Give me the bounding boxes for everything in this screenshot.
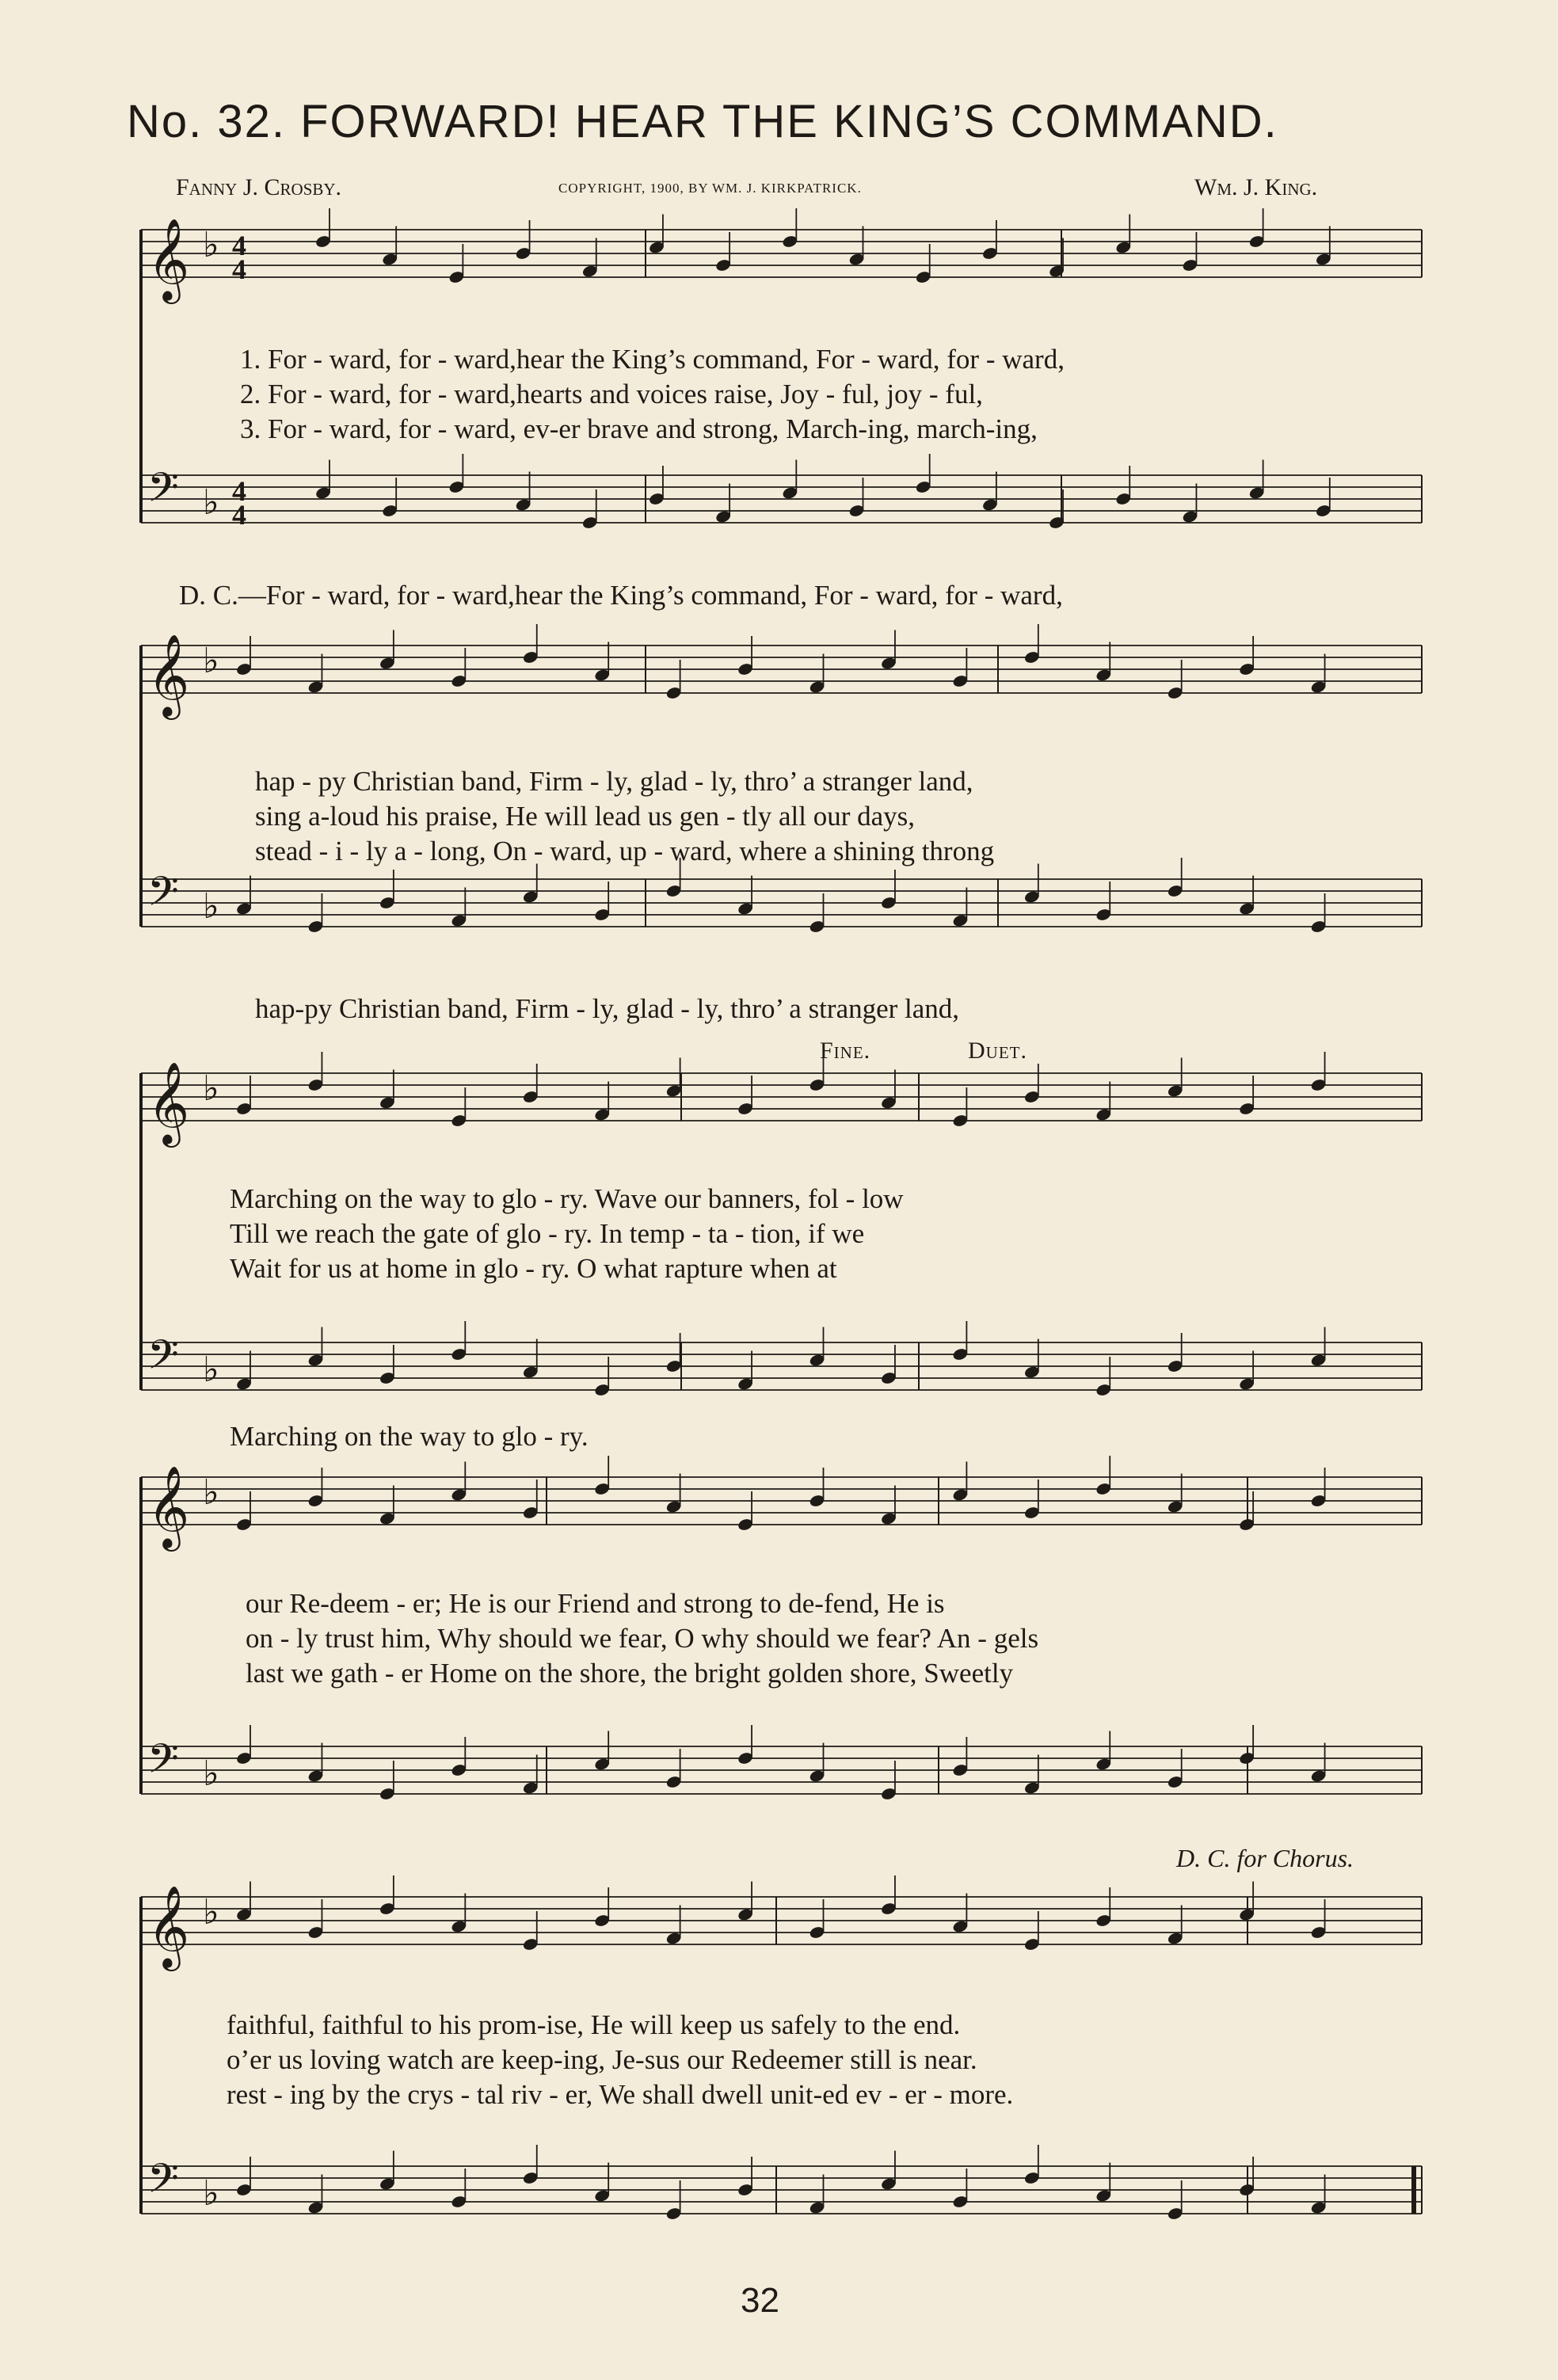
copyright-notice: COPYRIGHT, 1900, BY WM. J. KIRKPATRICK. [558,181,862,196]
treble-clef-icon: 𝄞 [147,1465,190,1548]
system-2-verses [255,764,994,869]
system-2-bass-words: hap-py Christian band, Firm - ly, glad - ly, thro’ a stranger land, [255,993,960,1024]
flat-icon: ♭ [203,1350,219,1390]
system-1-verse-2: 2. For - ward, for - ward,hearts and voices raise, Joy - ful, joy - ful, [240,379,983,409]
bass-clef-icon: 𝄢 [147,867,179,925]
system-3-verses [230,1182,904,1286]
flat-icon: ♭ [203,886,219,927]
system-3-bass-words: Marching on the way to glo - ry. [230,1421,589,1452]
flat-icon: ♭ [203,2173,219,2214]
system-2-verse-3: stead - i - ly a - long, On - ward, up - ward, where a shining throng [255,836,995,866]
treble-time-signature-top: 4 [232,230,246,261]
flat-icon: ♭ [203,641,219,681]
bass-clef-icon: 𝄢 [147,2154,179,2212]
system-5-verse-2: o’er us loving watch are keep-ing, Je-sus our Redeemer still is near. [227,2044,977,2075]
hymn-title: No. 32. FORWARD! HEAR THE KING’S COMMAND. [127,96,1278,147]
bass-time-signature-bottom: 4 [232,499,246,531]
fine-mark: Fine. [820,1038,871,1064]
bass-clef-icon: 𝄢 [147,1735,179,1792]
flat-icon: ♭ [203,1472,219,1513]
system-2-verse-1: hap - py Christian band, Firm - ly, glad - ly, thro’ a stranger land, [255,766,973,797]
system-5-verse-3: rest - ing by the crys - tal riv - er, We shall dwell unit-ed ev - er - more. [227,2079,1014,2110]
flat-icon: ♭ [203,1892,219,1933]
flat-icon: ♭ [203,1068,219,1109]
system-4-verse-3: last we gath - er Home on the shore, the bright golden shore, Sweetly [246,1658,1014,1689]
lyricist-credit: Fanny J. Crosby. [176,174,342,200]
treble-clef-icon: 𝄞 [147,1885,190,1968]
treble-clef-icon: 𝄞 [147,218,190,301]
flat-icon: ♭ [203,225,219,265]
system-3-verse-2: Till we reach the gate of glo - ry. In temp - ta - tion, if we [230,1218,865,1249]
duet-mark: Duet. [968,1038,1027,1064]
system-4-verses [246,1586,1038,1691]
system-5-verses [227,2008,1013,2112]
dc-for-chorus-mark: D. C. for Chorus. [1176,1844,1354,1872]
bass-clef-icon: 𝄢 [147,1331,179,1388]
composer-credit: Wm. J. King. [1194,174,1318,200]
system-4-verse-1: our Re-deem - er; He is our Friend and strong to de-fend, He is [246,1588,945,1619]
page-number: 32 [741,2281,779,2320]
system-1-bass-words: D. C.—For - ward, for - ward,hear the King’s command, For - ward, for - ward, [179,580,1063,611]
system-1-verse-3: 3. For - ward, for - ward, ev-er brave and strong, March-ing, march-ing, [240,413,1038,444]
system-1-verses [240,342,1065,447]
system-4-verse-2: on - ly trust him, Why should we fear, O why should we fear? An - gels [246,1623,1039,1654]
treble-clef-icon: 𝄞 [147,634,190,717]
bass-time-signature-top: 4 [232,475,246,507]
flat-icon: ♭ [203,1754,219,1794]
system-5-verse-1: faithful, faithful to his prom-ise, He will keep us safely to the end. [227,2009,961,2040]
treble-clef-icon: 𝄞 [147,1061,190,1144]
system-2-verse-2: sing a-loud his praise, He will lead us gen - tly all our days, [255,801,916,832]
treble-time-signature-bottom: 4 [232,253,246,285]
system-3-verse-3: Wait for us at home in glo - ry. O what rapture when at [230,1253,837,1284]
bass-clef-icon: 𝄢 [147,463,179,521]
system-3-verse-1: Marching on the way to glo - ry. Wave our banners, fol - low [230,1183,904,1214]
flat-icon: ♭ [203,482,219,523]
system-1-verse-1: 1. For - ward, for - ward,hear the King’s command, For - ward, for - ward, [240,344,1065,375]
